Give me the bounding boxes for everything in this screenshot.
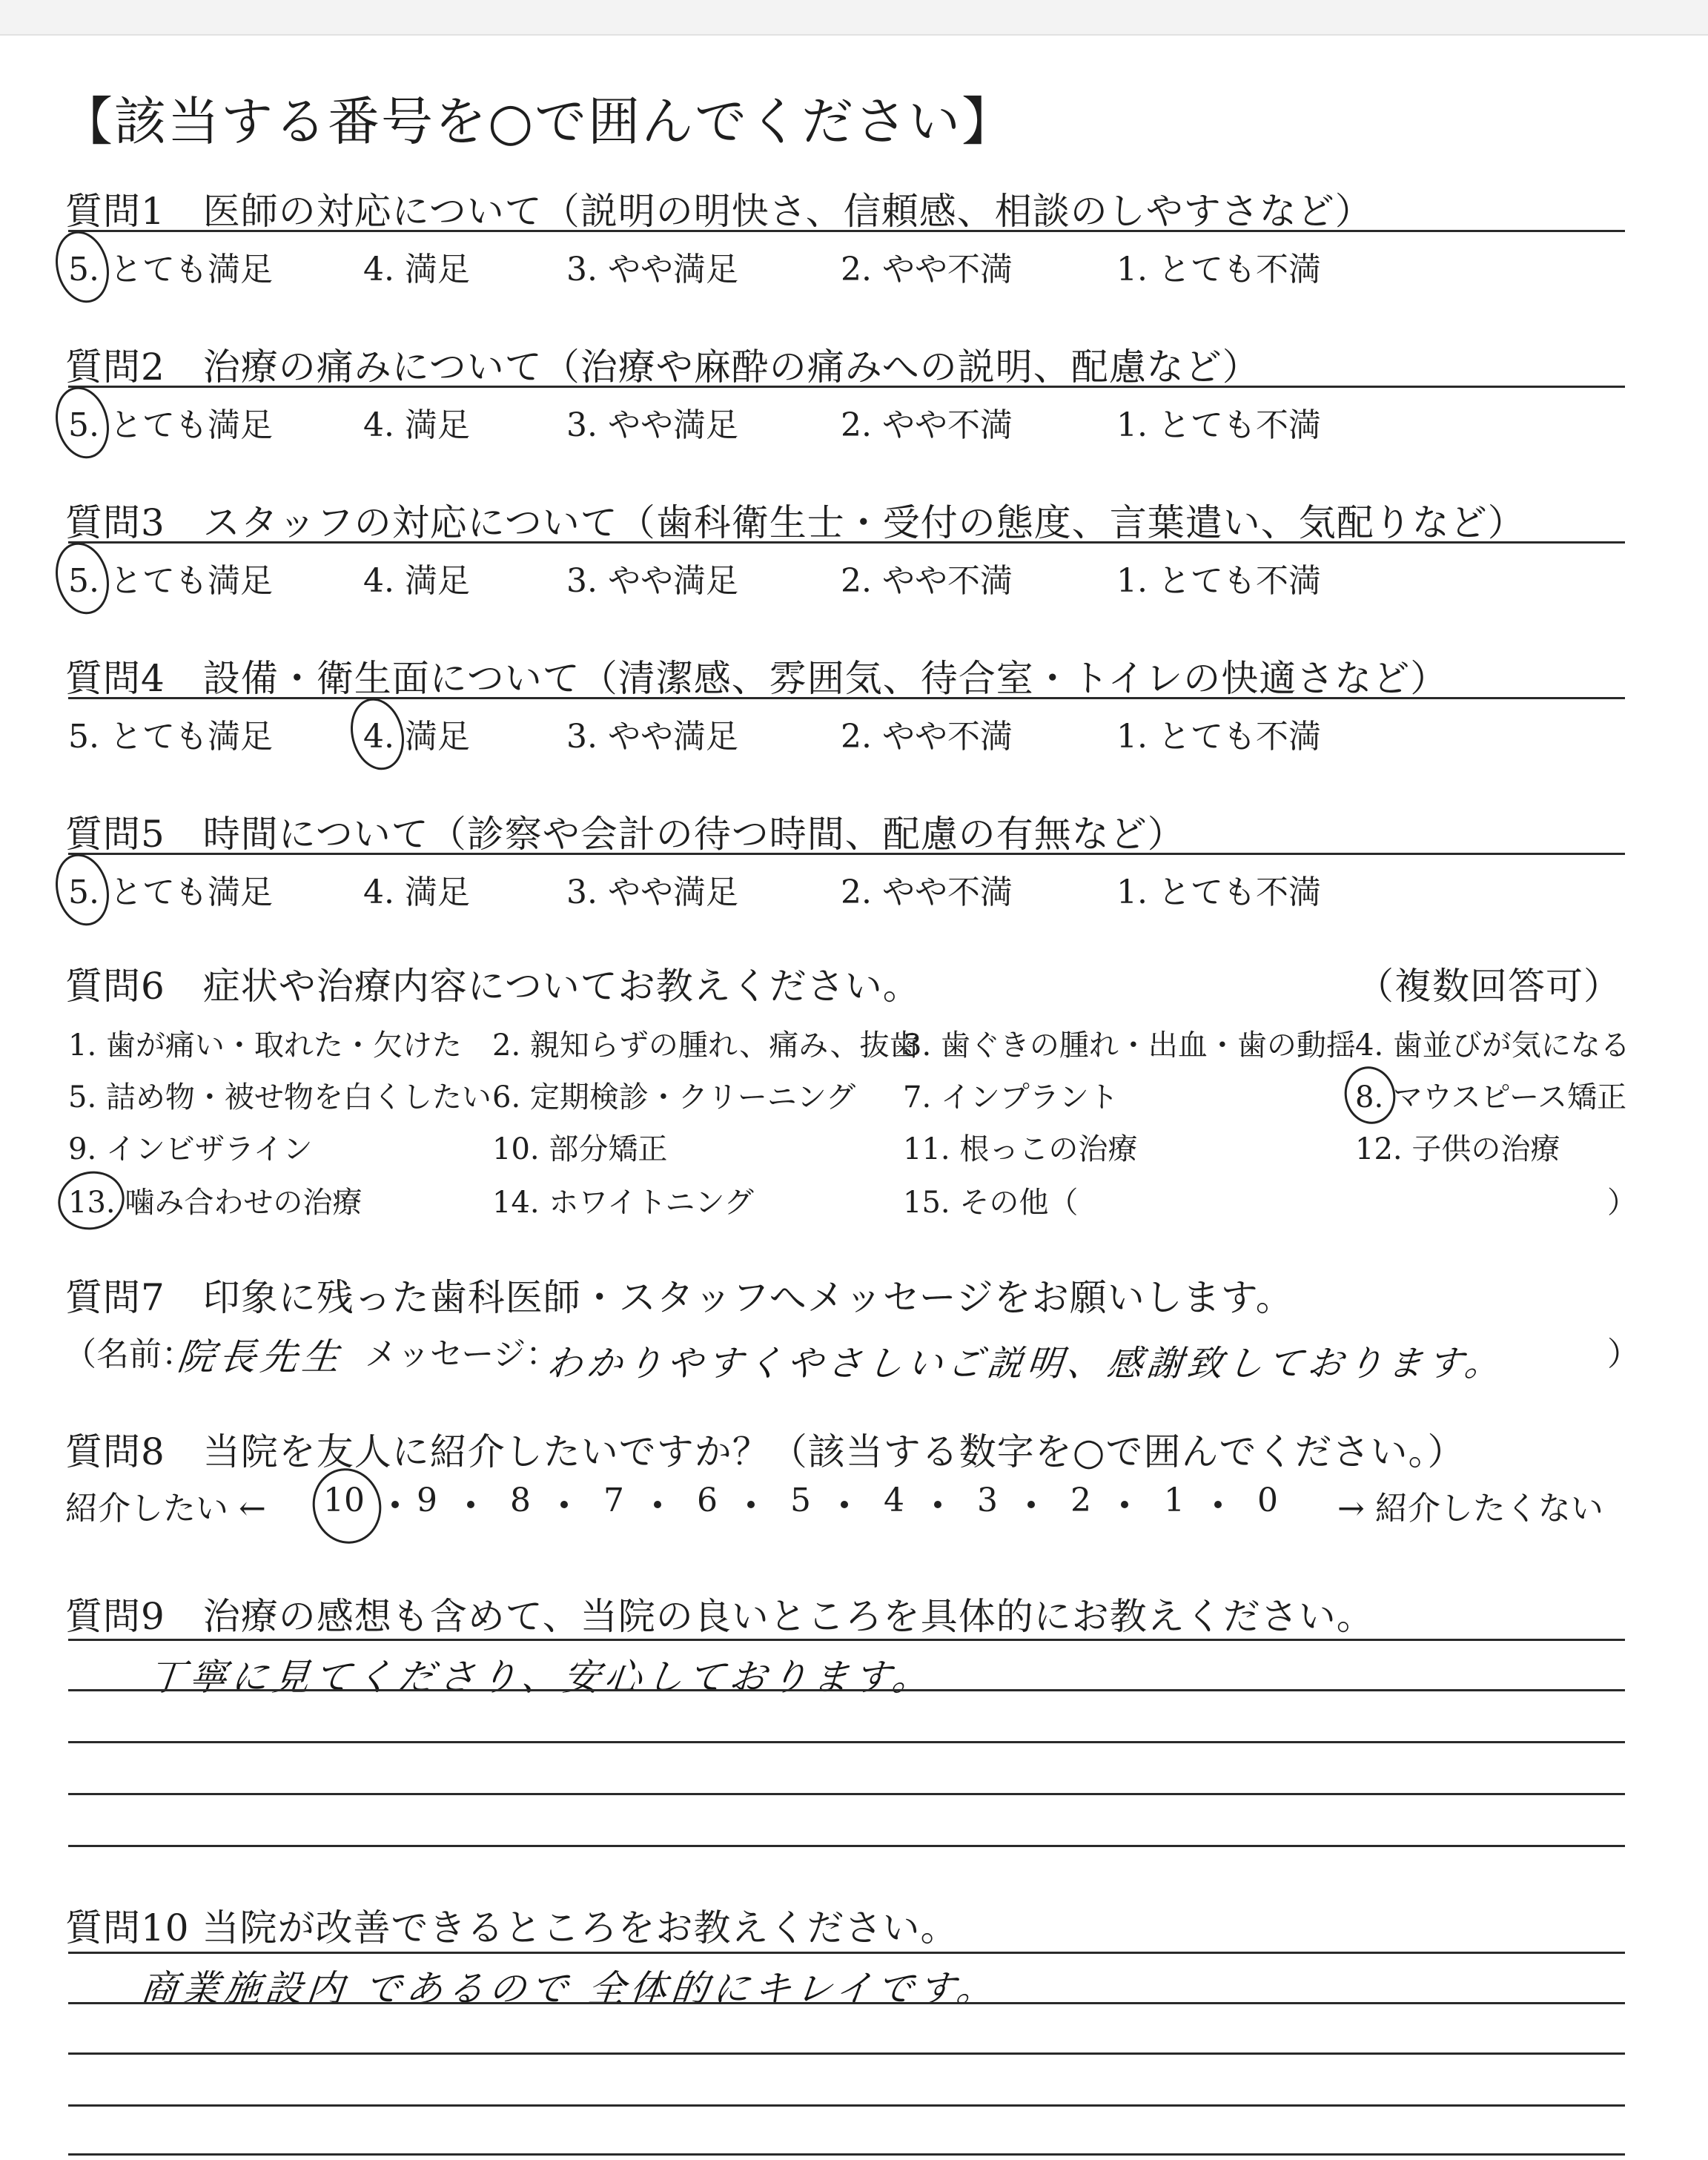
q10-line-2 [68, 2002, 1625, 2004]
q2-option-1: 1. とても不満 [1116, 406, 1321, 444]
q8-separator-dot [1121, 1501, 1128, 1508]
q4-option-1: 1. とても不満 [1116, 718, 1321, 756]
question-7-title: 質問7 印象に残った歯科医師・スタッフへメッセージをお願いします。 [65, 1276, 1294, 1319]
q8-right-label: → 紹介したくない [1337, 1490, 1603, 1527]
q8-scale-10: 10 [323, 1482, 365, 1519]
question-10-title: 質問10 当院が改善できるところをお教えください。 [65, 1906, 959, 1949]
q6-item-7: 7. インプラント [903, 1080, 1119, 1114]
q6-close-paren: ） [1607, 1186, 1637, 1220]
question-1-rule [68, 230, 1625, 232]
q5-selected-circle [48, 848, 116, 931]
q6-item-15: 15. その他（ [903, 1186, 1079, 1220]
q8-scale-4: 4 [884, 1482, 904, 1519]
q3-option-5: 5. とても満足 [68, 562, 273, 600]
q2-option-3: 3. やや満足 [566, 406, 738, 444]
q6-item-8: 8. マウスピース矯正 [1355, 1080, 1627, 1114]
q8-scale-0: 0 [1257, 1482, 1278, 1519]
q8-separator-dot [467, 1501, 474, 1508]
q9-line-4 [68, 1793, 1625, 1795]
q6-item-4: 4. 歯並びが気になる [1355, 1028, 1630, 1063]
question-3-title: 質問3 スタッフの対応について（歯科衛生士・受付の態度、言葉遣い、気配りなど） [65, 501, 1526, 544]
q2-option-2: 2. やや不満 [841, 406, 1013, 444]
q6-selected-circle-8 [1339, 1061, 1402, 1129]
q9-line-5 [68, 1845, 1625, 1847]
q9-line-2 [68, 1689, 1625, 1691]
q1-option-4: 4. 満足 [363, 251, 470, 288]
q8-scale-5: 5 [790, 1482, 811, 1519]
scan-top-edge [0, 0, 1708, 36]
q3-selected-circle [48, 537, 116, 620]
q6-item-14: 14. ホワイトニング [492, 1186, 754, 1220]
q2-option-4: 4. 満足 [363, 406, 470, 444]
q8-separator-dot [934, 1501, 941, 1508]
q7-message-label: メッセージ： [365, 1335, 559, 1373]
q1-option-2: 2. やや不満 [841, 251, 1013, 288]
q9-answer: 丁寧に見てくださり、安心しております。 [145, 1656, 936, 1699]
q4-option-3: 3. やや満足 [566, 718, 738, 756]
q10-line-3 [68, 2052, 1625, 2055]
question-3-rule [68, 541, 1625, 544]
q6-item-11: 11. 根っこの治療 [903, 1132, 1138, 1166]
q3-option-1: 1. とても不満 [1116, 562, 1321, 600]
q6-item-2: 2. 親知らずの腫れ、痛み、抜歯 [492, 1028, 919, 1063]
q5-option-3: 3. やや満足 [566, 873, 738, 911]
q4-selected-circle [343, 693, 411, 776]
q7-name-label: （名前： [64, 1335, 194, 1373]
q8-scale-1: 1 [1164, 1482, 1185, 1519]
q3-option-4: 4. 満足 [363, 562, 470, 600]
q3-option-3: 3. やや満足 [566, 562, 738, 600]
q8-left-label: 紹介したい ← [65, 1490, 266, 1527]
q7-close-paren: ） [1607, 1335, 1640, 1373]
q3-option-2: 2. やや不満 [841, 562, 1013, 600]
q4-option-4: 4. 満足 [363, 718, 470, 756]
q4-option-5: 5. とても満足 [68, 718, 273, 756]
q6-item-3: 3. 歯ぐきの腫れ・出血・歯の動揺 [903, 1028, 1356, 1063]
q10-line-4 [68, 2104, 1625, 2107]
q8-scale-6: 6 [697, 1482, 718, 1519]
q10-line-5 [68, 2153, 1625, 2156]
question-5-title: 質問5 時間について（診察や会計の待つ時間、配慮の有無など） [65, 813, 1185, 856]
q10-answer: 商業施設内 であるので 全体的にキレイです。 [138, 1967, 1001, 2010]
q2-option-5: 5. とても満足 [68, 406, 273, 444]
page-heading: 【該当する番号を○で囲んでください】 [61, 91, 1016, 152]
q6-item-12: 12. 子供の治療 [1355, 1132, 1560, 1166]
q7-name-value: 院長先生 [175, 1335, 346, 1378]
q6-item-6: 6. 定期検診・クリーニング [492, 1080, 856, 1114]
q8-separator-dot [654, 1501, 661, 1508]
q2-selected-circle [48, 381, 116, 464]
question-1-title: 質問1 医師の対応について（説明の明快さ、信頼感、相談のしやすさなど） [65, 190, 1373, 233]
q6-item-1: 1. 歯が痛い・取れた・欠けた [68, 1028, 462, 1063]
q5-option-4: 4. 満足 [363, 873, 470, 911]
q1-option-3: 3. やや満足 [566, 251, 738, 288]
q8-separator-dot [391, 1501, 399, 1508]
q9-line-3 [68, 1741, 1625, 1743]
q8-scale-8: 8 [510, 1482, 531, 1519]
q1-selected-circle [48, 225, 116, 308]
q8-scale-9: 9 [417, 1482, 437, 1519]
question-2-title: 質問2 治療の痛みについて（治療や麻酔の痛みへの説明、配慮など） [65, 346, 1260, 389]
q8-separator-dot [841, 1501, 848, 1508]
q5-option-5: 5. とても満足 [68, 873, 273, 911]
question-9-title: 質問9 治療の感想も含めて、当院の良いところを具体的にお教えください。 [65, 1595, 1374, 1638]
q6-item-10: 10. 部分矯正 [492, 1132, 668, 1166]
q8-separator-dot [747, 1501, 755, 1508]
question-6-title: 質問6 症状や治療内容についてお教えください。 [65, 965, 921, 1008]
q8-scale-7: 7 [603, 1482, 624, 1519]
q9-line-1 [68, 1639, 1625, 1641]
q10-line-1 [68, 1952, 1625, 1954]
q6-item-13: 13. 噛み合わせの治療 [68, 1186, 363, 1220]
question-4-rule [68, 697, 1625, 699]
q1-option-1: 1. とても不満 [1116, 251, 1321, 288]
q6-item-5: 5. 詰め物・被せ物を白くしたい [68, 1080, 491, 1114]
q8-separator-dot [1214, 1501, 1222, 1508]
q6-selected-circle-13 [52, 1164, 130, 1236]
q1-option-5: 5. とても満足 [68, 251, 273, 288]
question-5-rule [68, 853, 1625, 855]
question-6-note: （複数回答可） [1357, 965, 1621, 1008]
question-2-rule [68, 386, 1625, 388]
q7-message-value: わかりやすくやさしいご説明、感謝致しております。 [544, 1343, 1507, 1384]
q4-option-2: 2. やや不満 [841, 718, 1013, 756]
q8-scale-3: 3 [977, 1482, 998, 1519]
question-8-title: 質問8 当院を友人に紹介したいですか？（該当する数字を○で囲んでください。） [65, 1430, 1466, 1473]
q8-scale-2: 2 [1070, 1482, 1091, 1519]
q6-item-9: 9. インビザライン [68, 1132, 313, 1166]
question-4-title: 質問4 設備・衛生面について（清潔感、雰囲気、待合室・トイレの快適さなど） [65, 657, 1449, 700]
q5-option-2: 2. やや不満 [841, 873, 1013, 911]
q5-option-1: 1. とても不満 [1116, 873, 1321, 911]
q8-separator-dot [1027, 1501, 1035, 1508]
q8-separator-dot [560, 1501, 568, 1508]
